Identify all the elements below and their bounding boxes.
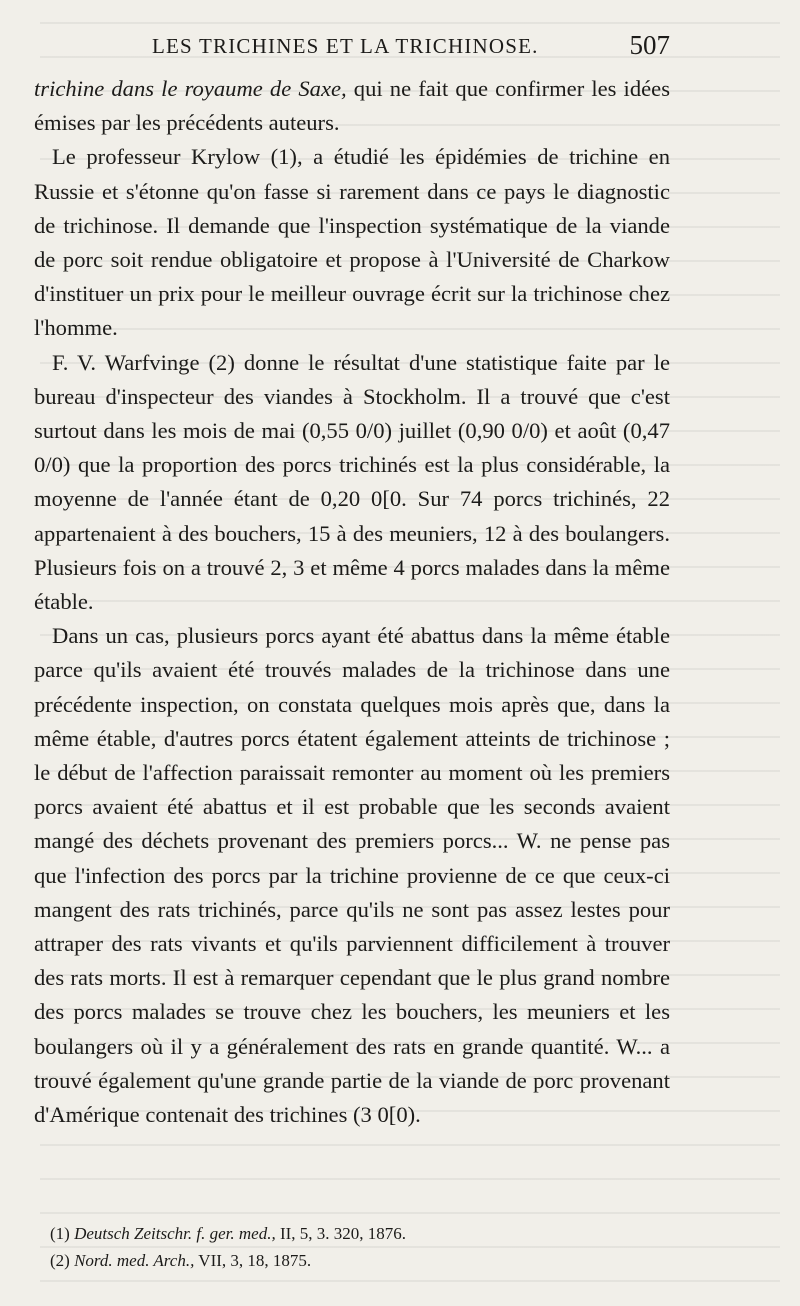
paragraph-case: Dans un cas, plusieurs porcs ayant été abattus dans la même étable parce qu'ils avaient été trouvés malades de la trichinose dans une précédente inspection, on constata quelques mois après que, dans la même étable, d'autres porcs étatent également atteints de trichinose ; le début de l'affection paraissait remonter au moment où les premiers porcs avaient été abattus et il est probable que les seconds avaient mangé des déchets provenant des premiers porcs... W. ne pense pas que l'infection des porcs par la trichine provienne de ce que ceux-ci mangent des rats trichinés, parce qu'ils ne sont pas assez lestes pour attraper des rats vivants et qu'ils parviennent difficilement à trouver des rats morts. Il est à remarquer cependant que le plus grand nombre des porcs malades se trouve chez les bouchers, les meuniers et les boulangers où il y a généralement des rats en grande quantité. W... a trouvé également qu'une grande partie de la viande de porc provenant d'Amérique contenait des trichines (3 0[0).	[34, 623, 670, 1128]
footnote-2	[50, 1247, 670, 1274]
page-number: 507	[629, 30, 670, 60]
footnote-1-mark: (1)	[50, 1224, 75, 1243]
paragraph-continued	[34, 72, 670, 140]
italic-lead: trichine dans le royaume de Saxe,	[34, 76, 347, 101]
running-title: LES TRICHINES ET LA TRICHINOSE.	[152, 34, 539, 58]
footnote-1-source: Deutsch Zeitschr. f. ger. med.,	[74, 1224, 276, 1243]
footnote-2-mark: (2)	[50, 1251, 75, 1270]
paragraph-krylow: Le professeur Krylow (1), a étudié les épidémies de trichine en Russie et s'étonne qu'on fasse si rarement dans ce pays le diagnostic de trichinose. Il demande que l'inspection systématique de la viande de porc soit rendue obligatoire et propose à l'Université de Charkow d'instituer un prix pour le meilleur ouvrage écrit sur la trichinose chez l'homme.	[34, 144, 670, 341]
footnote-2-source: Nord. med. Arch.,	[74, 1251, 195, 1270]
footnote-2-details: VII, 3, 18, 1875.	[194, 1251, 312, 1270]
body-text	[34, 72, 670, 1132]
footnote-1	[50, 1220, 670, 1247]
paragraph-continued-rest: qui ne fait que confirmer les idées émises par les précédents auteurs.	[34, 76, 670, 136]
page-header	[34, 30, 670, 66]
footnote-1-details: II, 5, 3. 320, 1876.	[275, 1224, 407, 1243]
footnotes	[50, 1220, 670, 1274]
paragraph-warfvinge: F. V. Warfvinge (2) donne le résultat d'une statistique faite par le bureau d'inspecteur des viandes à Stockholm. Il a trouvé que c'est surtout dans les mois de mai (0,55 0/0) juillet (0,90 0/0) et août (0,47 0/0) que la proportion des porcs trichinés est la plus considérable, la moyenne de l'année étant de 0,20 0[0. Sur 74 porcs trichinés, 22 appartenaient à des bouchers, 15 à des meuniers, 12 à des boulangers. Plusieurs fois on a trouvé 2, 3 et même 4 porcs malades dans la même étable.	[34, 349, 670, 615]
